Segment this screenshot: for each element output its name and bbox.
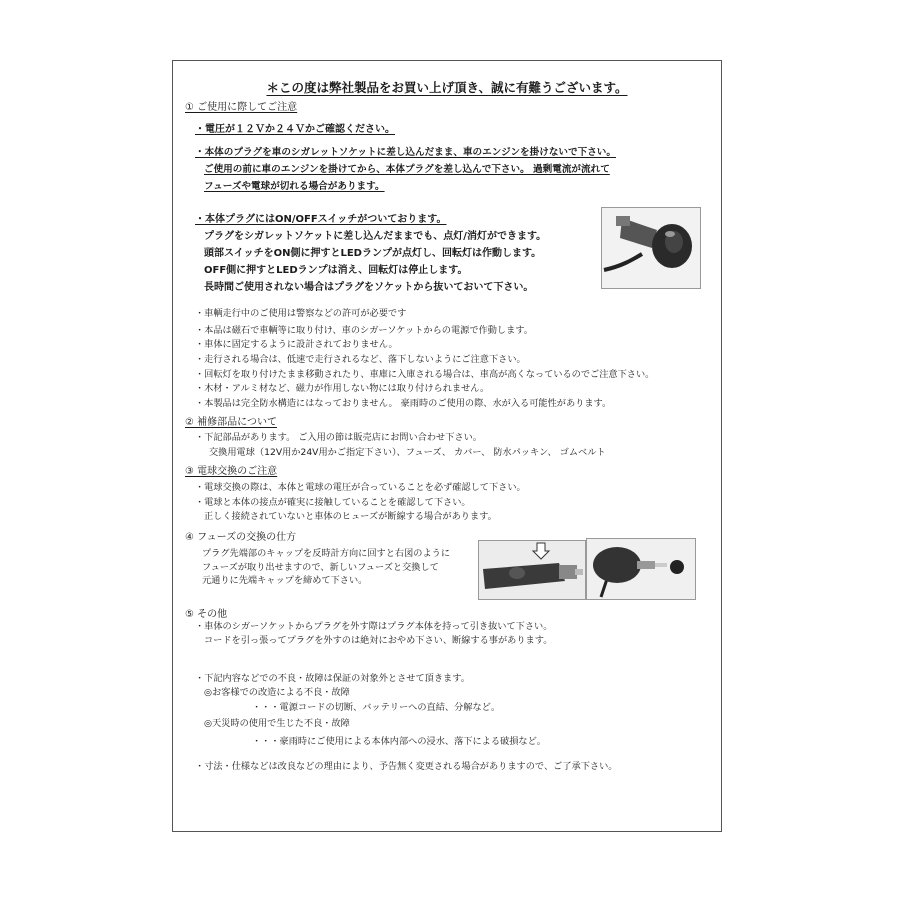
switch-line-1: プラグをシガレットソケットに差し込んだままでも、点灯/消灯ができます。	[204, 231, 547, 242]
fuse-photo-2	[586, 538, 696, 600]
parts-line-1: ・下記部品があります。 ご入用の節は販売店にお問い合わせ下さい。	[195, 432, 482, 443]
switch-line-4: 長時間ご使用されない場合はプラグをソケットから抜いておいて下さい。	[204, 282, 534, 293]
note-2: ・本品は磁石で車輌等に取り付け、車のシガーソケットからの電源で作動します。	[195, 325, 533, 336]
switch-title: ・本体プラグにはON/OFFスイッチがついております。	[195, 214, 447, 225]
final-note: ・寸法・仕様などは改良などの理由により、予告無く変更される場合がありますので、ご了承下さい。	[195, 761, 618, 772]
engine-note-2: ご使用の前に車のエンジンを掛けてから、本体プラグを差し込んで下さい。 過剰電流が流れて	[204, 164, 610, 175]
disclaimer-item-1: ◎お客様での改造による不良・故障	[204, 687, 350, 698]
plug-switch-image	[602, 208, 700, 288]
note-4: ・走行される場合は、低速で走行されるなど、落下しないようにご注意下さい。	[195, 354, 526, 365]
bulb-line-1: ・電球交換の際は、本体と電球の電圧が合っていることを必ず確認して下さい。	[195, 482, 526, 493]
plug-tip-image	[479, 541, 585, 599]
disclaimer-item-1-detail: ・・・電源コードの切断、バッテリーへの直結、分解など。	[252, 702, 501, 713]
section-2-title: ② 補修部品について	[185, 417, 277, 428]
note-1: ・車輌走行中のご使用は警察などの許可が必要です	[195, 308, 407, 319]
fuse-photo-1	[478, 540, 586, 600]
fuse-line-3: 元通りに先端キャップを締めて下さい。	[202, 575, 368, 586]
bulb-line-2: ・電球と本体の接点が確実に接触していることを確認して下さい。	[195, 497, 471, 508]
note-7: ・本製品は完全防水構造にはなっておりません。 豪雨時のご使用の際、水が入る可能性があります。	[195, 398, 612, 409]
engine-note-3: フューズや電球が切れる場合があります。	[204, 181, 385, 192]
disclaimer-item-2-detail: ・・・豪雨時にご使用による本体内部への浸水、落下による破損など。	[252, 736, 546, 747]
parts-line-2: 交換用電球（12V用か24V用かご指定下さい）、フューズ、 カバー、 防水パッキン、 ゴムベルト	[209, 447, 606, 458]
instruction-sheet	[172, 60, 722, 832]
section-3-title: ③ 電球交換のご注意	[185, 466, 278, 477]
switch-line-3: OFF側に押すとLEDランプは消え、回転灯は停止します。	[204, 265, 468, 276]
bulb-line-3: 正しく接続されていないと車体のヒューズが断線する場合があります。	[204, 511, 497, 522]
section-4-title: ④ フューズの交換の仕方	[185, 532, 297, 543]
note-6: ・木材・アルミ材など、磁力が作用しない物には取り付けられません。	[195, 383, 490, 394]
note-3: ・車体に固定するように設計されておりません。	[195, 339, 398, 350]
plug-switch-photo	[601, 207, 701, 289]
disclaimer-item-2: ◎天災時の使用で生じた不良・故障	[204, 718, 350, 729]
other-line-1: ・車体のシガーソケットからプラグを外す際はプラグ本体を持って引き抜いて下さい。	[195, 621, 553, 632]
switch-line-2: 頭部スイッチをON側に押すとLEDランプが点灯し、回転灯は作動します。	[204, 248, 542, 259]
fuse-line-2: フューズが取り出せますので、新しいフューズと交換して	[202, 562, 439, 573]
page-title: ＊この度は弊社製品をお買い上げ頂き、誠に有難うございます。	[266, 80, 628, 95]
fuse-line-1: プラグ先端部のキャップを反時計方向に回すと右図のように	[202, 548, 451, 559]
note-5: ・回転灯を取り付けたまま移動されたり、車庫に入庫される場合は、車高が高くなっているのでご注意下さい。	[195, 369, 655, 380]
section-1-title: ① ご使用に際してご注意	[185, 102, 298, 113]
disclaimer-line: ・下記内容などでの不良・故障は保証の対象外とさせて頂きます。	[195, 673, 470, 684]
engine-note-1: ・本体のプラグを車のシガレットソケットに差し込んだまま、車のエンジンを掛けないで下さい。	[195, 147, 616, 158]
section-5-title: ⑤ その他	[185, 609, 228, 620]
fuse-removed-image	[587, 539, 695, 599]
voltage-note: ・電圧が１２Ｖか２４Ｖかご確認ください。	[195, 124, 395, 135]
other-line-2: コードを引っ張ってプラグを外すのは絶対におやめ下さい、断線する事があります。	[204, 635, 553, 646]
